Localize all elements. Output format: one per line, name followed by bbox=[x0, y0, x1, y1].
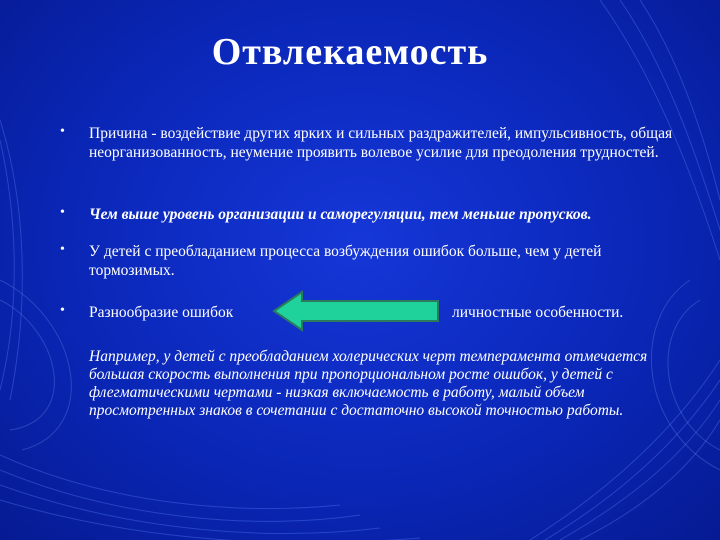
bullet-marker: • bbox=[60, 303, 65, 318]
bullet-organization: Чем выше уровень организации и саморегуляции, тем меньше пропусков. bbox=[89, 206, 592, 223]
bullet-error-variety: Разнообразие ошибок bbox=[89, 304, 234, 321]
arrow-target-label: личностные особенности. bbox=[452, 304, 624, 321]
example-paragraph: Например, у детей с преобладанием холерических черт темперамента отмечается большая скорость выполнения при пропорциональном росте ошибок, у детей с флегматическими чертами - низкая включаемость в работу, малый объем просмотренных знаков в сочетании с достаточно высокой точностью работы. bbox=[89, 348, 648, 419]
bullet-marker: • bbox=[60, 242, 65, 257]
left-arrow-icon bbox=[272, 290, 442, 332]
bullet-excitation: У детей с преобладанием процесса возбуждения ошибок больше, чем у детей тормозимых. bbox=[89, 243, 602, 279]
slide-title: Отвлекаемость bbox=[211, 31, 489, 73]
bullet-cause: Причина - воздействие других ярких и сильных раздражителей, импульсивность, общая неорганизованность, неумение проявить волевое усилие для преодоления трудностей. bbox=[89, 125, 673, 161]
bullet-marker: • bbox=[60, 205, 65, 220]
bullet-marker: • bbox=[60, 124, 65, 139]
